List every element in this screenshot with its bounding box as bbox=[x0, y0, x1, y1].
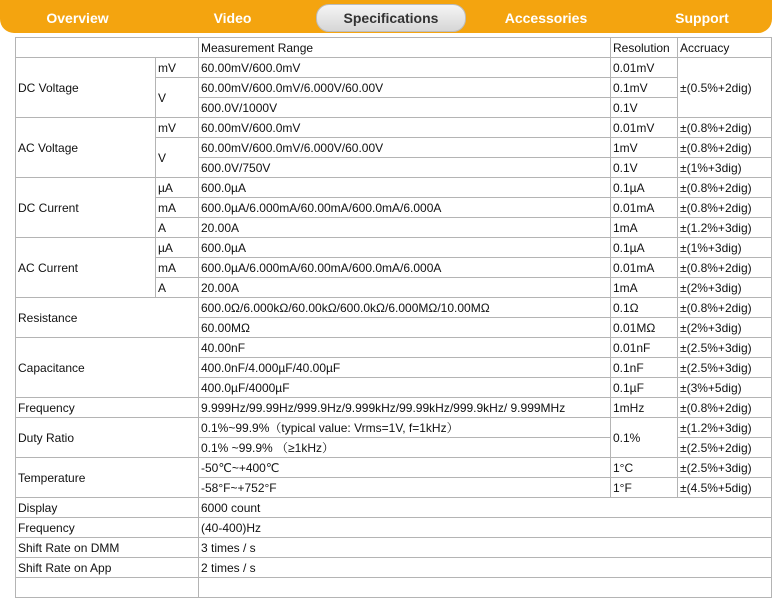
spec-cell: (40-400)Hz bbox=[199, 518, 772, 538]
spec-cell: µA bbox=[156, 178, 199, 198]
spec-cell: DC Voltage bbox=[16, 58, 156, 118]
spec-cell: 1mA bbox=[611, 278, 678, 298]
spec-row bbox=[16, 298, 772, 318]
spec-cell: V bbox=[156, 138, 199, 178]
spec-cell: ±(2.5%+3dig) bbox=[678, 358, 772, 378]
spec-cell: ±(2%+3dig) bbox=[678, 318, 772, 338]
spec-cell: ±(0.8%+2dig) bbox=[678, 198, 772, 218]
spec-cell: Shift Rate on App bbox=[16, 558, 199, 578]
spec-cell: ±(0.8%+2dig) bbox=[678, 298, 772, 318]
spec-cell: ±(2.5%+3dig) bbox=[678, 338, 772, 358]
tab-accessories[interactable]: Accessories bbox=[504, 10, 588, 26]
header-resolution: Resolution bbox=[611, 38, 678, 58]
spec-cell: 3 times / s bbox=[199, 538, 772, 558]
spec-cell: mA bbox=[156, 258, 199, 278]
tab-support[interactable]: Support bbox=[675, 10, 729, 26]
spec-cell bbox=[199, 578, 772, 598]
spec-cell: 400.0µF/4000µF bbox=[199, 378, 611, 398]
spec-cell: ±(0.5%+2dig) bbox=[678, 58, 772, 118]
spec-cell: 600.0Ω/6.000kΩ/60.00kΩ/600.0kΩ/6.000MΩ/10.00MΩ bbox=[199, 298, 611, 318]
tab-bar bbox=[0, 0, 772, 36]
spec-cell: 60.00mV/600.0mV bbox=[199, 58, 611, 78]
spec-row bbox=[16, 558, 772, 578]
spec-row bbox=[16, 578, 772, 598]
spec-row bbox=[16, 58, 772, 78]
spec-cell: Display bbox=[16, 498, 199, 518]
spec-cell: ±(0.8%+2dig) bbox=[678, 258, 772, 278]
spec-cell: A bbox=[156, 218, 199, 238]
spec-cell: 0.1µA bbox=[611, 178, 678, 198]
spec-cell: 60.00MΩ bbox=[199, 318, 611, 338]
spec-cell: 6000 count bbox=[199, 498, 772, 518]
spec-cell: ±(3%+5dig) bbox=[678, 378, 772, 398]
spec-row bbox=[16, 538, 772, 558]
spec-cell: 0.1µF bbox=[611, 378, 678, 398]
tab-specifications[interactable]: Specifications bbox=[316, 4, 466, 32]
spec-cell: 40.00nF bbox=[199, 338, 611, 358]
spec-cell: 20.00A bbox=[199, 218, 611, 238]
spec-cell: 0.1%~99.9%（typical value: Vrms=1V, f=1kHz） bbox=[199, 418, 611, 438]
tab-overview[interactable]: Overview bbox=[46, 10, 109, 26]
spec-cell: 0.01mV bbox=[611, 118, 678, 138]
spec-cell: 1mHz bbox=[611, 398, 678, 418]
spec-cell: ±(2%+3dig) bbox=[678, 278, 772, 298]
spec-cell: ±(0.8%+2dig) bbox=[678, 398, 772, 418]
spec-cell: mV bbox=[156, 118, 199, 138]
spec-cell: 0.1V bbox=[611, 98, 678, 118]
spec-cell: A bbox=[156, 278, 199, 298]
spec-cell: µA bbox=[156, 238, 199, 258]
header-blank-cell bbox=[16, 38, 199, 58]
spec-row bbox=[16, 418, 772, 438]
spec-row bbox=[16, 238, 772, 258]
spec-cell: 600.0V/750V bbox=[199, 158, 611, 178]
spec-cell: ±(2.5%+3dig) bbox=[678, 458, 772, 478]
spec-cell: -50℃~+400℃ bbox=[199, 458, 611, 478]
specifications-table bbox=[15, 37, 772, 598]
spec-cell: ±(1%+3dig) bbox=[678, 158, 772, 178]
spec-row bbox=[16, 498, 772, 518]
spec-cell: 1°F bbox=[611, 478, 678, 498]
spec-row bbox=[16, 118, 772, 138]
header-accuracy: Accruacy bbox=[678, 38, 772, 58]
spec-cell: Duty Ratio bbox=[16, 418, 199, 458]
spec-cell bbox=[16, 578, 199, 598]
spec-cell: mA bbox=[156, 198, 199, 218]
spec-cell: Capacitance bbox=[16, 338, 199, 398]
spec-cell: 1mV bbox=[611, 138, 678, 158]
spec-cell: 2 times / s bbox=[199, 558, 772, 578]
spec-cell: DC Current bbox=[16, 178, 156, 238]
spec-cell: 1mA bbox=[611, 218, 678, 238]
spec-cell: 0.1µA bbox=[611, 238, 678, 258]
spec-cell: 600.0µA/6.000mA/60.00mA/600.0mA/6.000A bbox=[199, 198, 611, 218]
spec-cell: V bbox=[156, 78, 199, 118]
spec-cell: 0.01nF bbox=[611, 338, 678, 358]
spec-cell: 0.1% bbox=[611, 418, 678, 458]
spec-cell: 0.1Ω bbox=[611, 298, 678, 318]
spec-cell: 0.01mA bbox=[611, 258, 678, 278]
spec-cell: 0.1mV bbox=[611, 78, 678, 98]
spec-cell: ±(2.5%+2dig) bbox=[678, 438, 772, 458]
spec-cell: 0.01MΩ bbox=[611, 318, 678, 338]
spec-cell: 0.1V bbox=[611, 158, 678, 178]
spec-cell: 9.999Hz/99.99Hz/999.9Hz/9.999kHz/99.99kHz/999.9kHz/ 9.999MHz bbox=[199, 398, 611, 418]
spec-row bbox=[16, 458, 772, 478]
spec-cell: Frequency bbox=[16, 398, 199, 418]
spec-row bbox=[16, 178, 772, 198]
spec-cell: ±(4.5%+5dig) bbox=[678, 478, 772, 498]
spec-cell: 1°C bbox=[611, 458, 678, 478]
spec-cell: 60.00mV/600.0mV/6.000V/60.00V bbox=[199, 78, 611, 98]
spec-cell: Frequency bbox=[16, 518, 199, 538]
spec-cell: 0.1% ~99.9% （≥1kHz） bbox=[199, 438, 611, 458]
spec-cell: 0.01mV bbox=[611, 58, 678, 78]
spec-cell: -58°F~+752°F bbox=[199, 478, 611, 498]
tab-video[interactable]: Video bbox=[213, 10, 252, 26]
spec-cell: 20.00A bbox=[199, 278, 611, 298]
spec-cell: 0.1nF bbox=[611, 358, 678, 378]
spec-cell: 600.0V/1000V bbox=[199, 98, 611, 118]
spec-cell: ±(0.8%+2dig) bbox=[678, 178, 772, 198]
spec-cell: mV bbox=[156, 58, 199, 78]
spec-cell: Resistance bbox=[16, 298, 199, 338]
spec-cell: 60.00mV/600.0mV/6.000V/60.00V bbox=[199, 138, 611, 158]
spec-cell: ±(1.2%+3dig) bbox=[678, 218, 772, 238]
header-row bbox=[16, 38, 772, 58]
spec-cell: AC Voltage bbox=[16, 118, 156, 178]
spec-row bbox=[16, 518, 772, 538]
spec-cell: ±(0.8%+2dig) bbox=[678, 138, 772, 158]
spec-cell: ±(1%+3dig) bbox=[678, 238, 772, 258]
header-range: Measurement Range bbox=[199, 38, 611, 58]
spec-row bbox=[16, 338, 772, 358]
spec-cell: 0.01mA bbox=[611, 198, 678, 218]
spec-cell: ±(1.2%+3dig) bbox=[678, 418, 772, 438]
spec-cell: 600.0µA bbox=[199, 238, 611, 258]
spec-cell: 60.00mV/600.0mV bbox=[199, 118, 611, 138]
spec-row bbox=[16, 398, 772, 418]
spec-cell: 600.0µA bbox=[199, 178, 611, 198]
spec-cell: 400.0nF/4.000µF/40.00µF bbox=[199, 358, 611, 378]
spec-cell: Temperature bbox=[16, 458, 199, 498]
spec-cell: AC Current bbox=[16, 238, 156, 298]
spec-cell: 600.0µA/6.000mA/60.00mA/600.0mA/6.000A bbox=[199, 258, 611, 278]
spec-cell: ±(0.8%+2dig) bbox=[678, 118, 772, 138]
spec-cell: Shift Rate on DMM bbox=[16, 538, 199, 558]
